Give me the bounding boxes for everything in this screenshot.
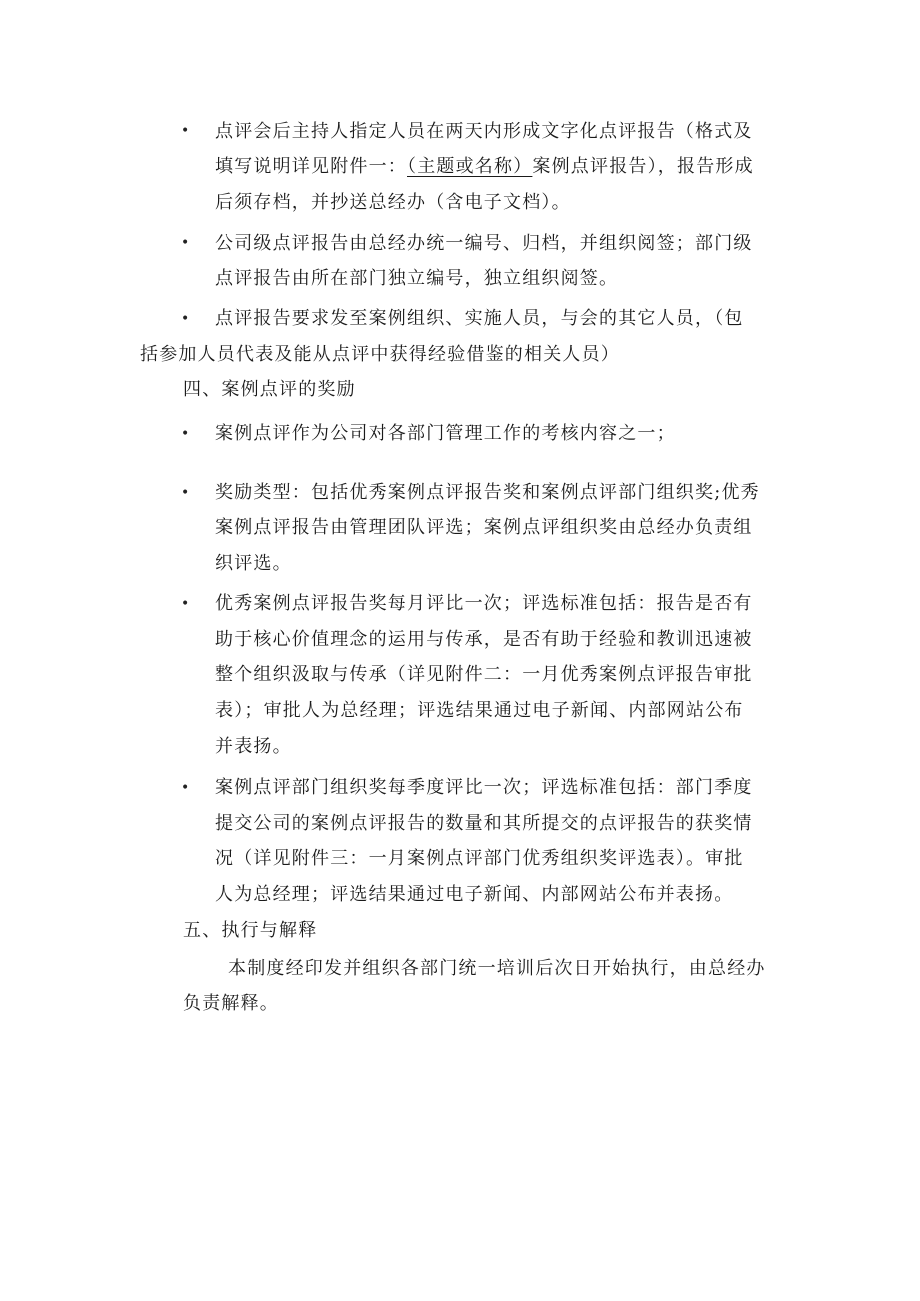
text-line: 点评报告要求发至案例组织、实施人员，与会的其它人员，（包 — [215, 308, 744, 329]
bullet-icon: • — [181, 780, 190, 796]
text-line: 案例点评报告由管理团队评选；案例点评组织奖由总经办负责组 — [215, 517, 753, 538]
text-line: 案例点评作为公司对各部门管理工作的考核内容之一； — [215, 423, 676, 444]
text-line: 并表扬。 — [215, 736, 292, 757]
text-line: 案例点评部门组织奖每季度评比一次；评选标准包括：部门季度 — [215, 777, 753, 798]
text-line: 织评选。 — [215, 553, 292, 574]
bullet-icon: • — [181, 311, 190, 327]
text-line: 后须存档，并抄送总经办（含电子文档）。 — [215, 192, 571, 213]
text-line: 括参加人员代表及能从点评中获得经验借鉴的相关人员） — [140, 344, 620, 365]
text-line: 公司级点评报告由总经办统一编号、归档，并组织阅签；部门级 — [215, 233, 753, 254]
text-line: 况（详见附件三：一月案例点评部门优秀组织奖评选表）。审批 — [215, 848, 744, 869]
text-line: 点评报告由所在部门独立编号，独立组织阅签。 — [215, 268, 619, 289]
text-line — [215, 157, 754, 177]
text-line: 人为总经理；评选结果通过电子新闻、内部网站公布并表扬。 — [215, 884, 734, 905]
bullet-icon: • — [181, 235, 190, 251]
placeholder-underlined: （主题或名称） — [407, 156, 533, 177]
bullet-icon: • — [181, 426, 190, 442]
text-line: 提交公司的案例点评报告的数量和其所提交的点评报告的获奖情 — [215, 813, 753, 834]
paragraph-line: 本制度经印发并组织各部门统一培训后次日开始执行，由总经办 — [228, 958, 766, 979]
text-line: 优秀案例点评报告奖每月评比一次；评选标准包括：报告是否有 — [215, 593, 753, 614]
bullet-icon: • — [181, 596, 190, 612]
text-run: 填写说明详见附件一： — [215, 156, 407, 177]
text-line: 整个组织汲取与传承（详见附件二：一月优秀案例点评报告审批 — [215, 664, 753, 685]
text-line: 表）；审批人为总经理；评选结果通过电子新闻、内部网站公布 — [215, 700, 744, 721]
bullet-icon: • — [181, 123, 190, 139]
text-run: 案例点评报告），报告形成 — [532, 156, 754, 177]
bullet-icon: • — [181, 485, 190, 501]
section-heading: 四、案例点评的奖励 — [183, 379, 356, 400]
text-line: 助于核心价值理念的运用与传承，是否有助于经验和教训迅速被 — [215, 629, 753, 650]
paragraph-line: 负责解释。 — [183, 993, 279, 1014]
text-line: 奖励类型：包括优秀案例点评报告奖和案例点评部门组织奖;优秀 — [215, 482, 760, 503]
text-line: 点评会后主持人指定人员在两天内形成文字化点评报告（格式及 — [215, 121, 753, 142]
section-heading: 五、执行与解释 — [183, 920, 318, 941]
